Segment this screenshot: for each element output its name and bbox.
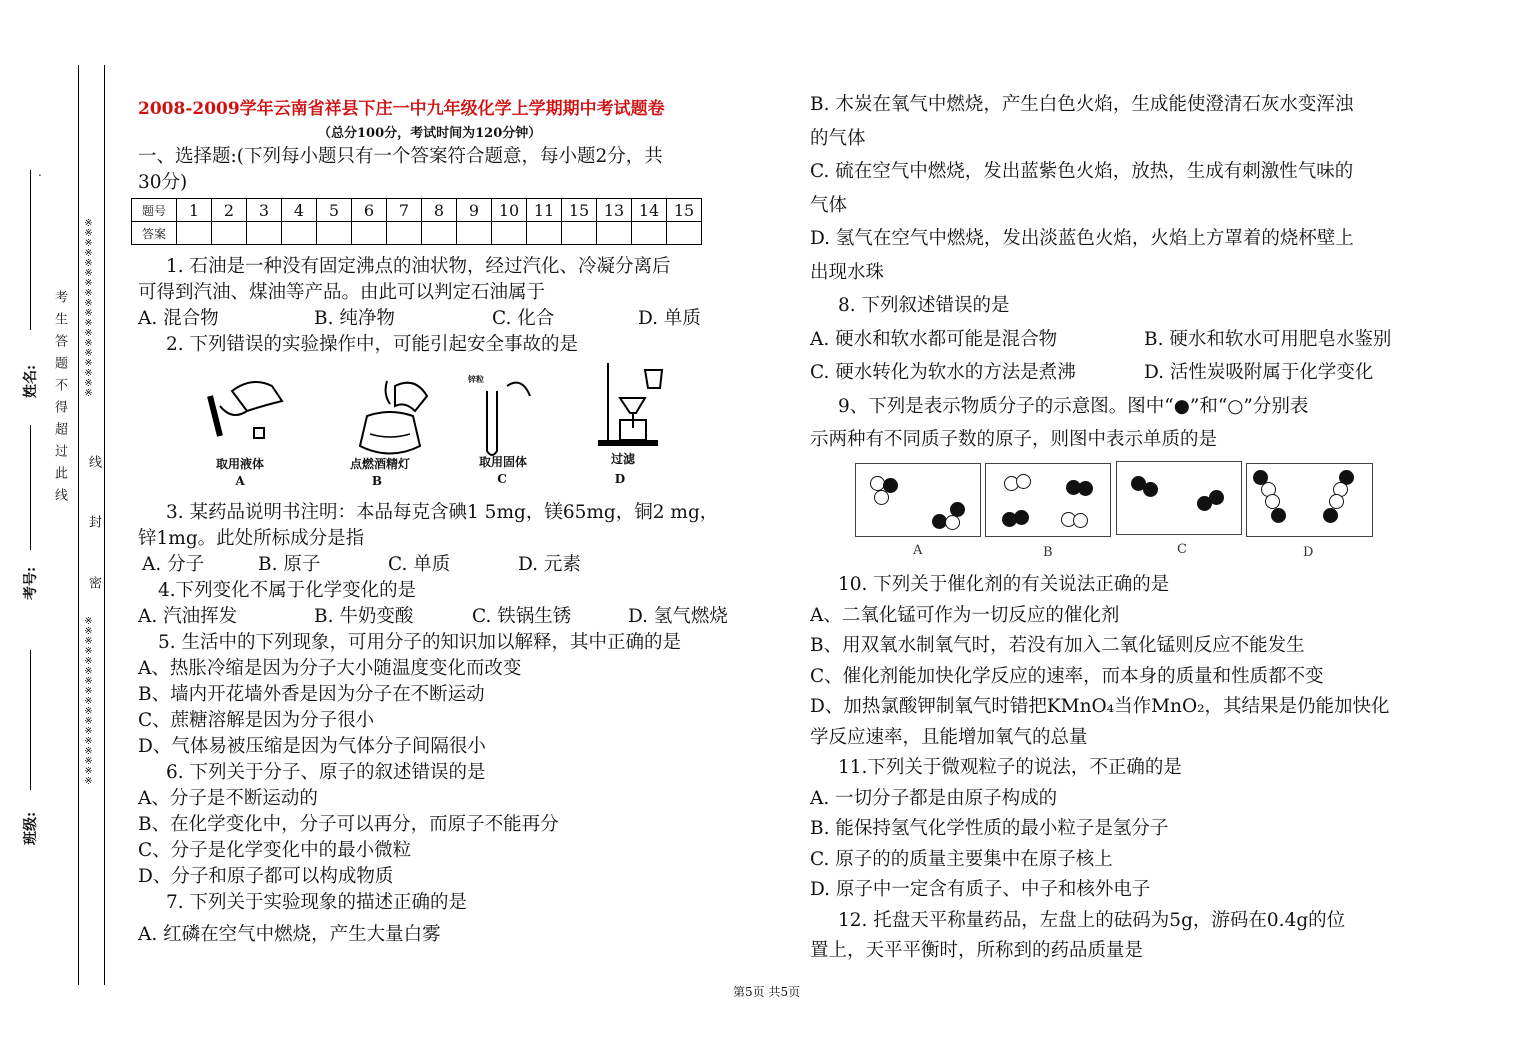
q6-option-c[interactable]: C、分子是化学变化中的最小微粒 [138,840,412,861]
page-number: 第5页 共5页 [733,985,801,999]
left-questions-b [138,500,758,948]
option[interactable]: A. 分子 [142,554,205,575]
answer-cell[interactable] [632,222,667,245]
q7-option-c[interactable]: C. 硫在空气中燃烧，发出蓝紫色火焰，放热，生成有刺激性气味的 [810,161,1354,182]
q4-options [138,604,758,630]
option[interactable]: B. 纯净物 [314,308,395,329]
q9-letter-c: C [1177,542,1187,557]
answer-cell[interactable] [352,222,387,245]
q2-caption-a: 取用液体 [215,457,264,471]
q11-option-d[interactable]: D. 原子中一定含有质子、中子和核外电子 [810,879,1151,900]
q2-caption-b: 点燃酒精灯 [349,457,410,471]
option[interactable]: B. 牛奶变酸 [314,606,414,627]
q2-letter-c: C [497,472,507,486]
left-column [138,144,758,196]
seal-stars-bottom: ※※※※※※※※※※※※※※※※※ [83,616,94,786]
answer-cell[interactable] [177,222,212,245]
name-blank[interactable] [30,170,31,330]
option[interactable]: C. 铁锅生锈 [472,606,572,627]
answer-table-answer-row [132,222,702,245]
q10-option-c[interactable]: C、催化剂能加快化学反应的速率，而本身的质量和性质都不变 [810,665,1324,687]
q8-options-row1 [810,323,1450,357]
answer-cell[interactable] [387,222,422,245]
q5-option-b[interactable]: B、墙内开花墙外香是因为分子在不断运动 [138,684,485,705]
question-number-cell: 5 [317,199,352,222]
left-questions-a [138,254,758,358]
option[interactable]: C. 硬水转化为软水的方法是煮沸 [810,362,1076,383]
q1-text-cont: 可得到汽油、煤油等产品。由此可以判定石油属于 [138,282,546,303]
q10-option-a[interactable]: A、二氧化锰可作为一切反应的催化剂 [810,604,1120,626]
q2-letter-d: D [614,472,626,486]
seal-stars-top: ※※※※※※※※※※※※※※※※※※ [83,218,94,398]
question-number-cell: 3 [247,199,282,222]
question-number-cell: 7 [387,199,422,222]
q2-letter-a: A [235,474,245,488]
binding-line-right [104,65,105,985]
seal-notice: 考生答题不得超过此线 [52,290,67,510]
q10-option-b[interactable]: B、用双氧水制氧气时，若没有加入二氧化锰则反应不能发生 [810,635,1305,656]
q9-text-cont: 示两种有不同质子数的原子，则图中表示单质的是 [810,429,1218,450]
q3-text: 3. 某药品说明书注明：本品每克含碘1 5mg，镁65mg，铜2 mg， [166,502,719,523]
option[interactable]: D. 单质 [638,308,701,329]
q7-option-b-cont: 的气体 [810,127,866,149]
answer-cell[interactable] [212,222,247,245]
q2-figure-d [590,358,700,458]
q7-option-c-cont: 气体 [810,194,848,216]
question-number-cell: 9 [457,199,492,222]
answer-cell[interactable] [317,222,352,245]
q7-text: 7. 下列关于实验现象的描述正确的是 [166,892,468,913]
option[interactable]: B. 硬水和软水可用肥皂水鉴别 [1144,328,1392,350]
q9-figure [855,461,1385,541]
answer-cell[interactable] [527,222,562,245]
answer-cell[interactable] [492,222,527,245]
exam-title: 2008-2009学年云南省祥县下庄一中九年级化学上学期期中考试题卷 [138,99,665,119]
answer-cell[interactable] [457,222,492,245]
question-number-cell: 14 [632,199,667,222]
q2-text: 2. 下列错误的实验操作中，可能引起安全事故的是 [166,334,579,355]
option[interactable]: C. 单质 [388,554,451,575]
q6-option-b[interactable]: B、在化学变化中，分子可以再分，而原子不能再分 [138,814,559,835]
q2-caption-d: 过滤 [610,452,635,466]
q5-text: 5. 生活中的下列现象，可用分子的知识加以解释，其中正确的是 [158,632,682,653]
q11-option-b[interactable]: B. 能保持氢气化学性质的最小粒子是氢分子 [810,818,1169,839]
answer-table [131,198,702,245]
q7-option-d-cont: 出现水珠 [810,261,885,283]
exam-number-label: 考号: [23,566,39,600]
answer-cell[interactable] [282,222,317,245]
q10-option-d-cont: 学反应速率，且能增加氧气的总量 [810,726,1088,748]
section-heading: 一、选择题:(下列每小题只有一个答案符合题意，每小题2分，共 [138,146,663,167]
q8-options-row2 [810,356,1450,390]
question-number-cell: 1 [177,199,212,222]
q3-text-cont: 锌1mg。此处所标成分是指 [138,528,365,549]
q6-option-a[interactable]: A、分子是不断运动的 [138,788,318,809]
q2-figure-note: 锌粒 [468,374,484,384]
q9-box-a [855,463,981,537]
option[interactable]: A. 混合物 [138,308,219,329]
seal-char-seal: 封 [86,515,101,530]
answer-cell[interactable] [562,222,597,245]
question-number-cell: 10 [492,199,527,222]
class-label: 班级: [23,811,39,845]
answer-cell[interactable] [597,222,632,245]
q4-text: 4.下列变化不属于化学变化的是 [158,580,417,601]
seal-char-line: 线 [86,455,101,470]
q8-text: 8. 下列叙述错误的是 [838,295,1010,316]
q9-box-c [1116,461,1242,535]
question-number-cell: 6 [352,199,387,222]
q1-text: 1. 石油是一种没有固定沸点的油状物，经过汽化、冷凝分离后 [166,256,671,277]
class-blank[interactable] [30,650,31,790]
question-number-cell: 13 [597,199,632,222]
q10-option-d[interactable]: D、加热氯酸钾制氧气时错把KMnO₄当作MnO₂，其结果是仍能加快化 [810,696,1390,717]
q11-option-c[interactable]: C. 原子的的质量主要集中在原子核上 [810,848,1113,870]
q9-letter-a: A [913,543,923,558]
q9-text: 9、下列是表示物质分子的示意图。图中“●”和“○”分别表 [838,395,1309,417]
seal-char-close: 密 [86,576,101,591]
q2-figure-a [192,366,302,466]
binding-line-left [78,65,79,985]
answer-cell[interactable] [422,222,457,245]
q9-letter-b: B [1043,545,1053,560]
q9-box-d [1246,463,1373,537]
q6-option-d[interactable]: D、分子和原子都可以构成物质 [138,866,394,887]
question-number-cell: 2 [212,199,247,222]
q7-option-b[interactable]: B. 木炭在氧气中燃烧，产生白色火焰，生成能使澄清石灰水变浑浊 [810,94,1354,115]
right-column [810,88,1450,457]
q1-options [138,306,758,332]
exam-number-blank[interactable] [30,425,31,550]
q11-text: 11.下列关于微观粒子的说法，不正确的是 [838,757,1182,778]
section-heading-cont: 30分) [138,172,188,193]
option[interactable]: B. 原子 [258,554,321,575]
option[interactable]: D. 氢气燃烧 [628,606,728,627]
q7-option-d[interactable]: D. 氢气在空气中燃烧，发出淡蓝色火焰，火焰上方罩着的烧杯壁上 [810,228,1354,249]
option[interactable]: A. 硬水和软水都可能是混合物 [810,328,1058,350]
binding-dot: . [38,165,42,179]
exam-subtitle: （总分100分，考试时间为120分钟） [318,126,542,141]
question-number-cell: 8 [422,199,457,222]
question-number-cell: 15 [667,199,702,222]
question-number-cell: 15 [562,199,597,222]
question-number-cell: 11 [527,199,562,222]
q2-letter-b: B [371,474,383,488]
q5-option-a[interactable]: A、热胀冷缩是因为分子大小随温度变化而改变 [138,658,522,679]
q6-text: 6. 下列关于分子、原子的叙述错误的是 [166,762,486,783]
answer-cell[interactable] [247,222,282,245]
option[interactable]: C. 化合 [492,308,555,329]
q3-options [138,552,758,578]
q9-box-b [985,463,1111,537]
answer-table-header: 题号 [132,199,177,222]
option[interactable]: A. 汽油挥发 [138,606,238,627]
right-questions-b [810,570,1450,967]
answer-table-number-row [132,199,702,222]
q5-option-c[interactable]: C、蔗糖溶解是因为分子很小 [138,710,375,731]
q12-text-cont: 置上，天平平衡时，所称到的药品质量是 [810,940,1144,961]
q9-letter-d: D [1303,545,1314,560]
q5-option-d[interactable]: D、气体易被压缩是因为气体分子间隔很小 [138,736,486,757]
question-number-cell: 4 [282,199,317,222]
option[interactable]: D. 元素 [518,554,581,575]
q2-caption-c: 取用固体 [478,455,527,469]
answer-cell[interactable] [667,222,702,245]
q11-option-a[interactable]: A. 一切分子都是由原子构成的 [810,787,1058,809]
option[interactable]: D. 活性炭吸附属于化学变化 [1144,362,1374,383]
q7-option-a[interactable]: A. 红磷在空气中燃烧，产生大量白雾 [138,924,441,945]
q10-text: 10. 下列关于催化剂的有关说法正确的是 [838,574,1170,595]
answer-table-header: 答案 [132,222,177,245]
q12-text: 12. 托盘天平称量药品，左盘上的砝码为5g，游码在0.4g的位 [838,909,1346,931]
name-label: 姓名: [23,364,39,398]
q2-figure-b [335,366,445,466]
